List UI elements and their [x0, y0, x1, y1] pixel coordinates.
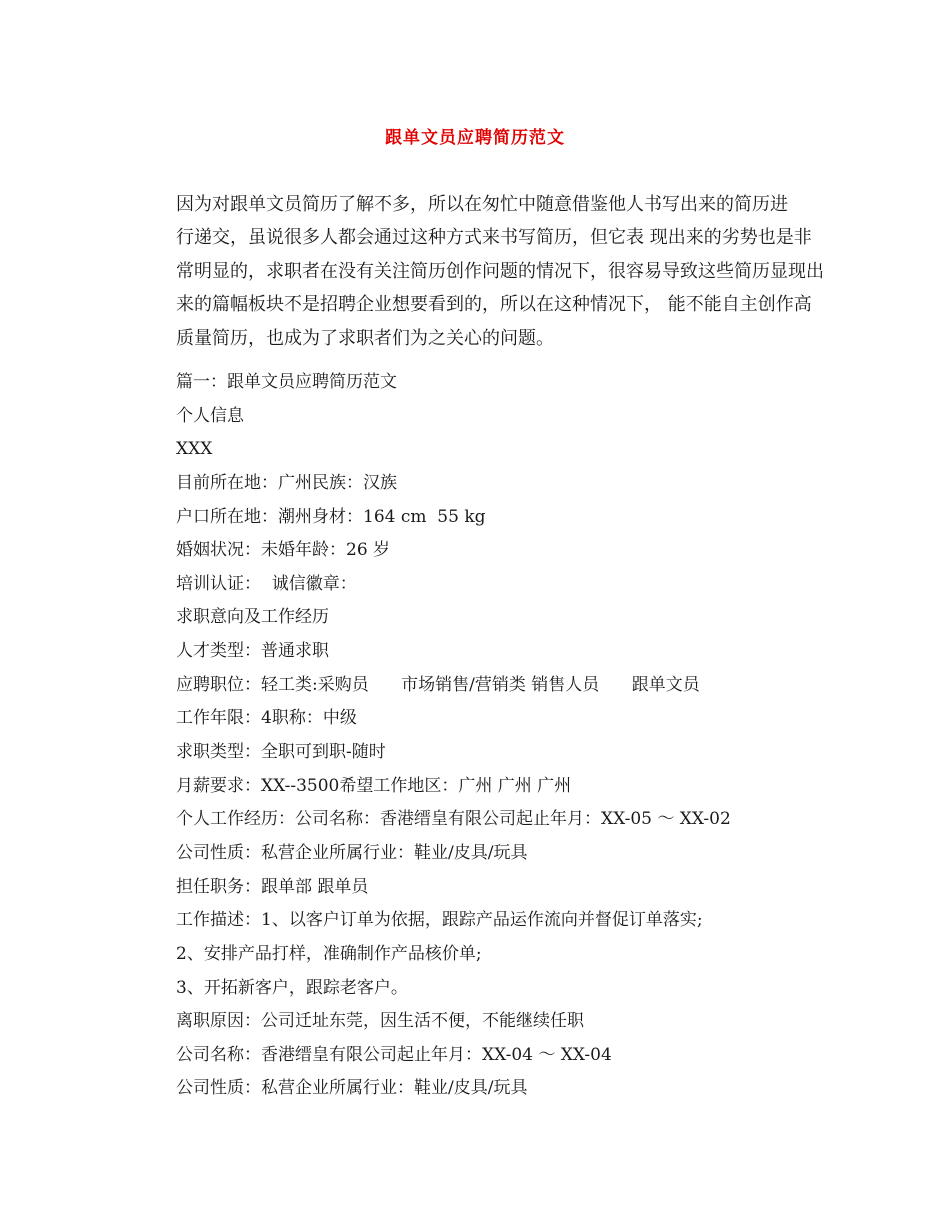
resume-line: 2、安排产品打样，准确制作产品核价单;: [176, 943, 482, 964]
section-heading: 篇一：跟单文员应聘简历范文: [176, 372, 397, 392]
resume-line: 应聘职位：轻工类:采购员 市场销售/营销类 销售人员 跟单文员: [176, 674, 700, 695]
document-title: 跟单文员应聘简历范文: [385, 128, 565, 148]
resume-line: 户口所在地：潮州身材：164 cm 55 kg: [176, 506, 486, 527]
intro-paragraph: [176, 188, 824, 355]
resume-line: 目前所在地：广州民族：汉族: [176, 472, 397, 493]
resume-line: 婚姻状况：未婚年龄：26 岁: [176, 540, 391, 561]
intro-line: 常明显的，求职者在没有关注简历创作问题的情况下，很容易导致这些简历显现出: [176, 260, 824, 282]
section-heading: 个人信息: [176, 405, 244, 426]
resume-line: 公司性质：私营企业所属行业：鞋业/皮具/玩具: [176, 842, 528, 863]
section-heading: 求职意向及工作经历: [176, 607, 329, 628]
resume-line: 人才类型：普通求职: [176, 641, 329, 662]
resume-line: 工作年限：4职称：中级: [176, 708, 357, 729]
resume-line: 公司性质：私营企业所属行业：鞋业/皮具/玩具: [176, 1078, 528, 1099]
resume-line: 担任职务：跟单部 跟单员: [176, 876, 369, 897]
resume-content: [176, 366, 816, 1106]
resume-line: 培训认证： 诚信徽章：: [176, 573, 357, 594]
resume-line: 公司名称：香港缙皇有限公司起止年月：XX-04 ～ XX-04: [176, 1044, 612, 1065]
intro-line: 因为对跟单文员简历了解不多，所以在匆忙中随意借鉴他人书写出来的简历进: [176, 194, 788, 215]
intro-line: 质量简历，也成为了求职者们为之关心的问题。: [176, 327, 554, 349]
resume-line: 月薪要求：XX--3500希望工作地区：广州 广州 广州: [176, 775, 572, 796]
resume-line: XXX: [176, 439, 213, 460]
resume-line: 个人工作经历：公司名称：香港缙皇有限公司起止年月：XX-05 ～ XX-02: [176, 809, 731, 830]
intro-line: 行递交，虽说很多人都会通过这种方式来书写简历，但它表 现出来的劣势也是非: [176, 227, 812, 249]
intro-line: 来的篇幅板块不是招聘企业想要看到的，所以在这种情况下， 能不能自主创作高: [176, 294, 812, 316]
resume-line: 离职原因：公司迁址东莞，因生活不便，不能继续任职: [176, 1011, 584, 1032]
resume-line: 工作描述：1、以客户订单为依据，跟踪产品运作流向并督促订单落实;: [176, 910, 703, 931]
resume-line: 求职类型：全职可到职-随时: [176, 742, 386, 763]
resume-line: 3、开拓新客户，跟踪老客户。: [176, 977, 408, 998]
